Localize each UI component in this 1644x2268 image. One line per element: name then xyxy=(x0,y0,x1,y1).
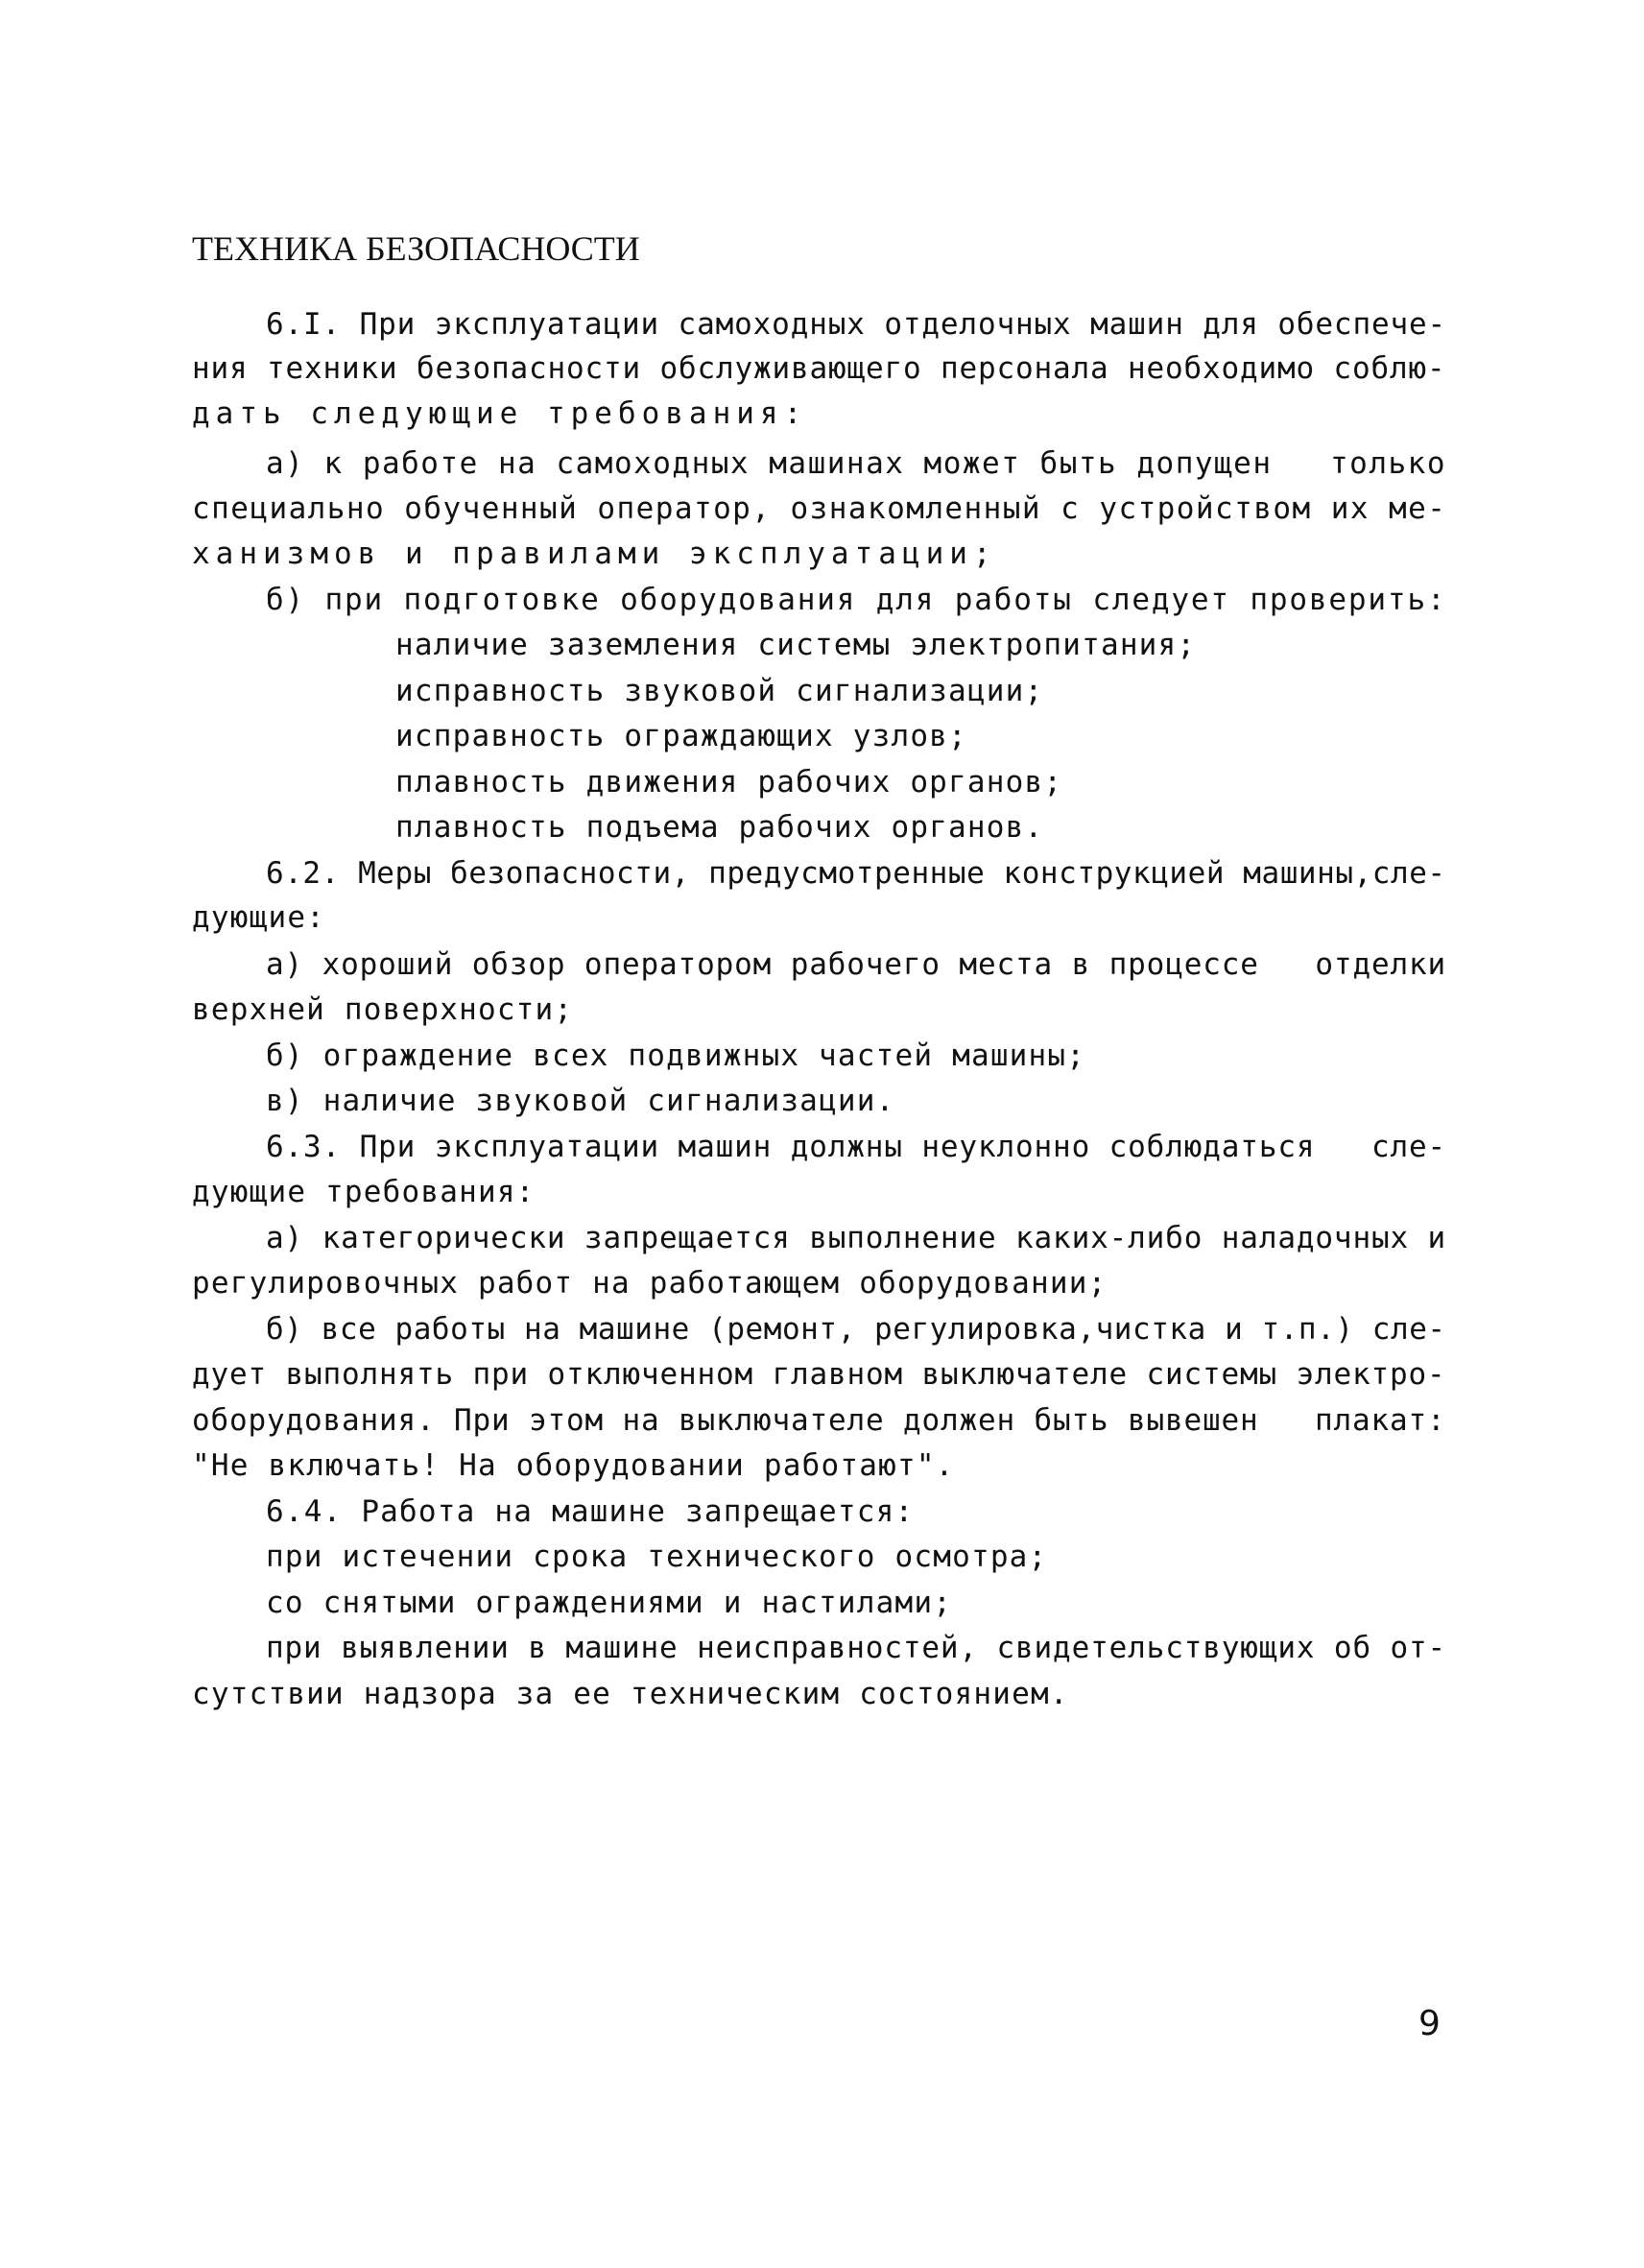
text-line: дующие требования: xyxy=(192,1175,536,1209)
text-line: а) категорически запрещается выполнение каких-либо наладочных и xyxy=(266,1221,1447,1255)
page-number: 9 xyxy=(1418,2004,1441,2043)
text-line: специально обученный оператор, ознакомленный с устройством их ме- xyxy=(192,491,1447,526)
text-line: наличие заземления системы электропитания; xyxy=(395,628,1197,662)
text-line: 6.I. При эксплуатации самоходных отделочных машин для обеспече- xyxy=(266,307,1447,342)
text-line: плавность подъема рабочих органов. xyxy=(395,810,1044,845)
text-line: ханизмов и правилами эксплуатации; xyxy=(192,537,997,571)
text-line: б) ограждение всех подвижных частей машины; xyxy=(266,1039,1086,1073)
text-line: дует выполнять при отключенном главном выключателе системы электро- xyxy=(192,1357,1446,1392)
text-line: сутствии надзора за ее техническим состоянием. xyxy=(192,1677,1069,1711)
text-line: дать следующие требования: xyxy=(192,396,808,431)
text-line: оборудования. При этом на выключателе должен быть вывешен плакат: xyxy=(192,1403,1446,1438)
text-line: в) наличие звуковой сигнализации. xyxy=(266,1084,895,1118)
text-line: б) все работы на машине (ремонт, регулировка,чистка и т.п.) сле- xyxy=(266,1312,1446,1347)
text-line: а) к работе на самоходных машинах может быть допущен только xyxy=(266,446,1446,481)
text-line: исправность ограждающих узлов; xyxy=(395,719,967,753)
text-line: исправность звуковой сигнализации; xyxy=(395,674,1044,708)
text-line: б) при подготовке оборудования для работы следует проверить: xyxy=(266,583,1447,617)
text-line: плавность движения рабочих органов; xyxy=(395,765,1063,800)
section-title: ТЕХНИКА БЕЗОПАСНОСТИ xyxy=(192,229,640,268)
text-line: 6.2. Меры безопасности, предусмотренные конструкцией машины,сле- xyxy=(266,856,1446,891)
text-line: при истечении срока технического осмотра; xyxy=(266,1540,1048,1574)
text-line: со снятыми ограждениями и настилами; xyxy=(266,1586,953,1620)
text-line: регулировочных работ на работающем оборудовании; xyxy=(192,1266,1108,1301)
text-line: дующие: xyxy=(192,900,326,935)
text-line: "Не включать! На оборудовании работают". xyxy=(192,1448,955,1483)
text-line: 6.3. При эксплуатации машин должны неуклонно соблюдаться сле- xyxy=(266,1130,1447,1164)
text-line: при выявлении в машине неисправностей, свидетельствующих об от- xyxy=(266,1631,1447,1665)
text-line: верхней поверхности; xyxy=(192,992,574,1027)
text-line: а) хороший обзор оператором рабочего места в процессе отделки xyxy=(266,947,1447,982)
text-line: 6.4. Работа на машине запрещается: xyxy=(266,1494,915,1529)
text-line: ния техники безопасности обслуживающего персонала необходимо соблю- xyxy=(192,351,1446,386)
